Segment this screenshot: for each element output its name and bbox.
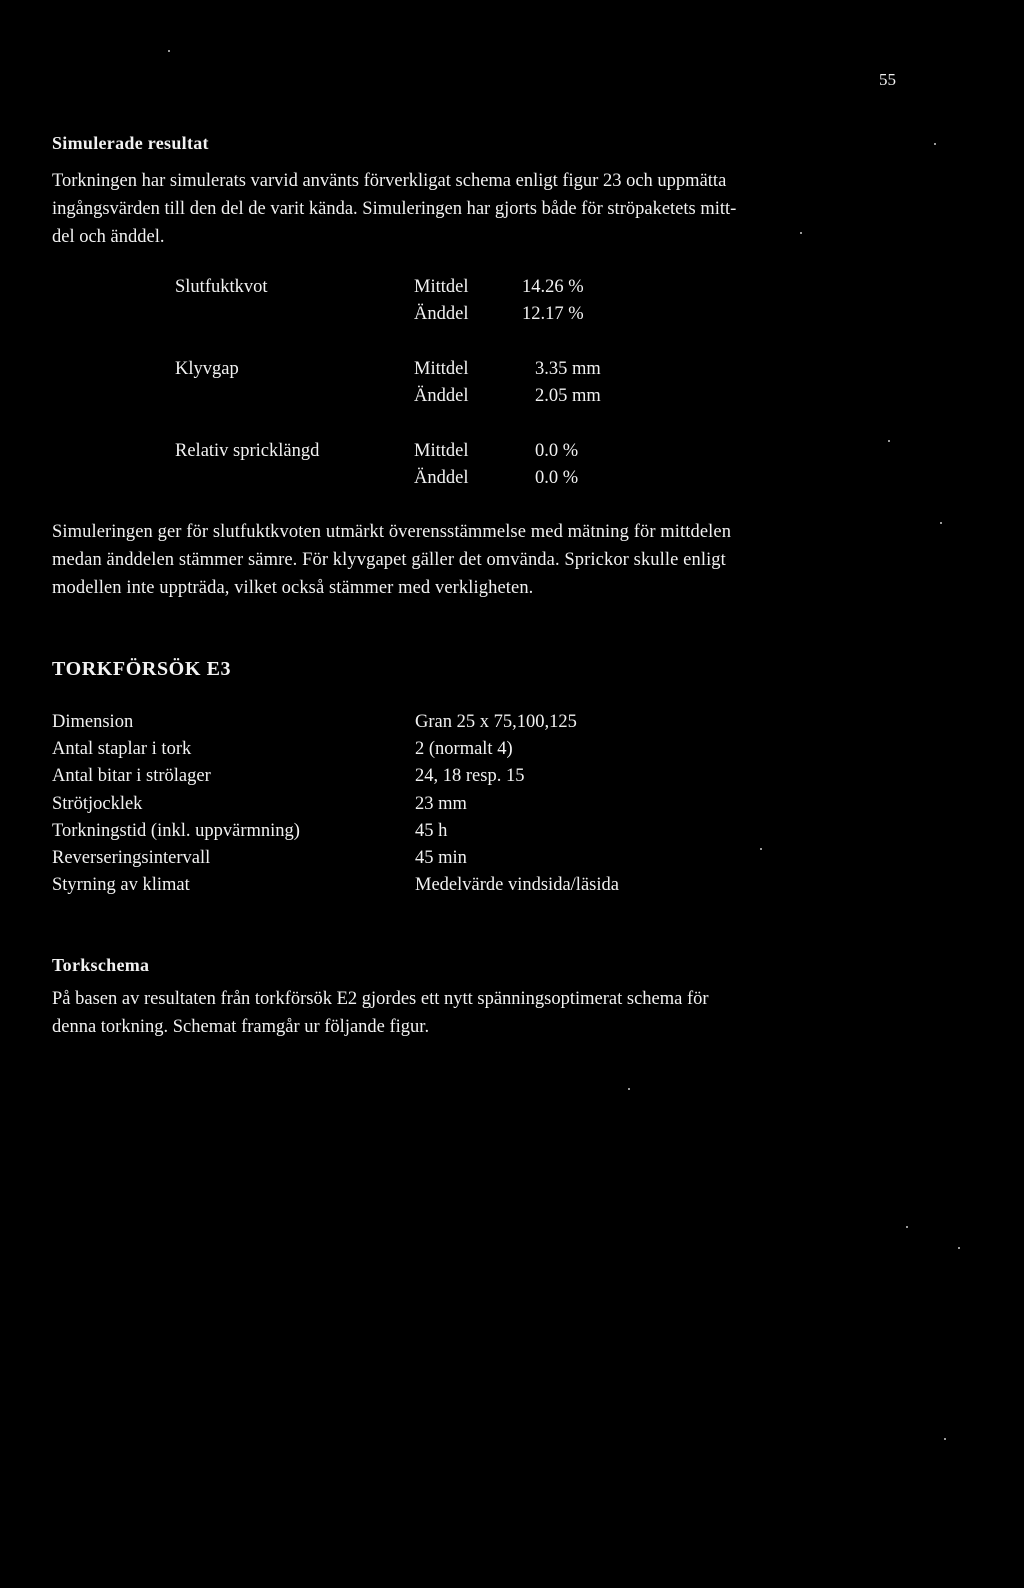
scan-speck (628, 1088, 630, 1090)
conclusion-line: modellen inte uppträda, vilket också stämmer med verkligheten. (52, 578, 534, 598)
result-part: Mittdel (414, 277, 469, 297)
scan-speck (800, 232, 802, 234)
result-value: 12.17 % (522, 304, 584, 324)
parameter-value: 23 mm (415, 794, 467, 814)
result-part: Mittdel (414, 441, 469, 461)
conclusion-line: medan änddelen stämmer sämre. För klyvgapet gäller det omvända. Sprickor skulle enligt (52, 550, 726, 570)
section-heading-experiment: TORKFÖRSÖK E3 (52, 658, 232, 680)
intro-line: ingångsvärden till den del de varit kända. Simuleringen har gjorts både för ströpaketets mitt- (52, 199, 737, 219)
parameter-label: Antal staplar i tork (52, 739, 192, 759)
parameter-label: Styrning av klimat (52, 875, 190, 895)
result-part: Änddel (414, 304, 469, 324)
result-value: 2.05 mm (535, 386, 601, 406)
result-value: 3.35 mm (535, 359, 601, 379)
parameter-label: Dimension (52, 712, 134, 732)
scan-speck (888, 440, 890, 442)
result-part: Änddel (414, 386, 469, 406)
parameter-label: Antal bitar i strölager (52, 766, 211, 786)
result-part: Änddel (414, 468, 469, 488)
intro-line: Torkningen har simulerats varvid använts förverkligat schema enligt figur 23 och uppmätta (52, 171, 727, 191)
result-value: 14.26 % (522, 277, 584, 297)
result-label: Klyvgap (175, 359, 239, 379)
conclusion-line: Simuleringen ger för slutfuktkvoten utmärkt överensstämmelse med mätning för mittdelen (52, 522, 732, 542)
scan-speck (958, 1247, 960, 1249)
intro-line: del och änddel. (52, 227, 165, 247)
parameter-label: Reverseringsintervall (52, 848, 211, 868)
page-number: 55 (879, 70, 896, 89)
scan-speck (906, 1226, 908, 1228)
scan-speck (760, 848, 762, 850)
parameter-value: Gran 25 x 75,100,125 (415, 712, 577, 732)
scan-speck (944, 1438, 946, 1440)
result-part: Mittdel (414, 359, 469, 379)
result-value: 0.0 % (535, 468, 579, 488)
parameter-label: Torkningstid (inkl. uppvärmning) (52, 821, 300, 841)
scan-speck (168, 50, 170, 52)
result-label: Slutfuktkvot (175, 277, 268, 297)
scan-speck (934, 143, 936, 145)
scan-speck (940, 522, 942, 524)
schedule-line: På basen av resultaten från torkförsök E2 gjordes ett nytt spänningsoptimerat schema för (52, 989, 709, 1009)
parameter-value: 24, 18 resp. 15 (415, 766, 525, 786)
schedule-line: denna torkning. Schemat framgår ur följande figur. (52, 1017, 430, 1037)
parameter-value: 45 min (415, 848, 467, 868)
parameter-value: 2 (normalt 4) (415, 739, 513, 759)
parameter-value: Medelvärde vindsida/läsida (415, 875, 619, 895)
section-heading-simulated: Simulerade resultat (52, 133, 209, 153)
result-label: Relativ spricklängd (175, 441, 320, 461)
parameter-value: 45 h (415, 821, 448, 841)
result-value: 0.0 % (535, 441, 579, 461)
section-heading-schedule: Torkschema (52, 955, 150, 975)
parameter-label: Strötjocklek (52, 794, 143, 814)
